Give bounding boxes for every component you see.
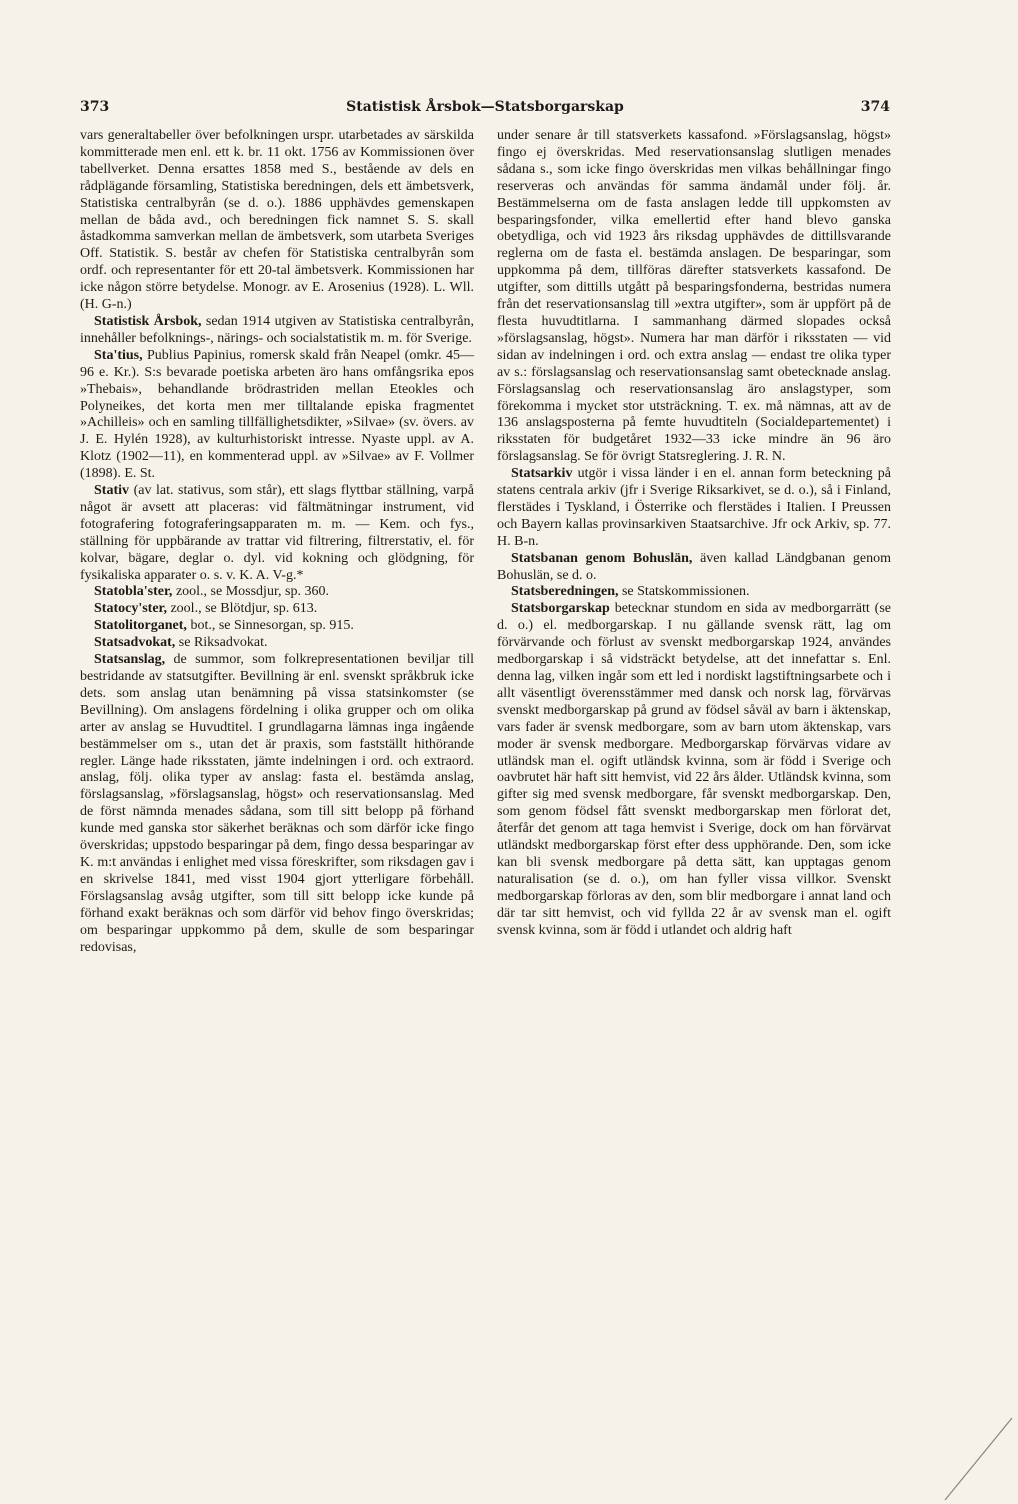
left-page-number: 373 — [80, 99, 110, 115]
entry-statsborgarskap: Statsborgarskap betecknar stundom en sida av medborgarrätt (se d. o.) el. medborgarskap. I nu gällande svensk rätt, lag om förvärvande och förlust av svenskt medborgarskap 1924, användes medborgarskap i så vidsträckt betydelse, att det innefattar s. Enl. denna lag, vilken ingår som ett led i nordiskt lagstiftningsarbete och i allt väsentligt överensstämmer med dansk och norsk lag, förvärvas svenskt medborgarskap på grund av födsel såväl av barn i äktenskap, vars fader är svensk medborgare, som av barn utom äktenskap, vars moder är svensk medborgare. Medborgarskap förvärvas vidare av utländsk man el. ogift utländsk kvinna, som är född i Sverige och oavbrutet här haft sitt hemvist, vid 22 års ålder. Utländsk kvinna, som gifter sig med svensk medborgare, får svenskt medborgarskap. Den, som genom födsel fått svenskt medborgarskap men förlorat det, återfår det genom att taga hemvist i Sverige, dock om han förvärvat utländskt medborgarskap först efter dess upphörande. Den, som icke kan bli svensk medborgare på detta sätt, kan upptagas genom naturalisation (se d. o.), om han fyller vissa villkor. Svenskt medborgarskap förloras av den, som blir medborgare i annat land och där tar sitt hemvist, och vid fyllda 22 år av svensk man el. ogift svensk kvinna, som är född i utlandet och aldrig haft — [497, 601, 892, 938]
entry-statsadvokat: Statsadvokat, se Riksadvokat. — [94, 635, 268, 651]
right-page-number: 374 — [860, 99, 890, 115]
entry-statistiska-beredningen: vars generaltabeller över befolkningen urspr. utarbetades av särskilda kommitterade men enl. ett k. br. 11 okt. 1756 av Kommissionen över tabellverket. Denna ersattes 1858 med S., bestående av dels en rådplägande församling, Statistiska beredningen, dels ett ämbetsverk, Statistiska centralbyrån (se d. o.). 1886 upphävdes gemenskapen mellan de båda avd., och beredningen fick namnet S. S. skall åstadkomma samverkan mellan de ämbetsverk, som utarbeta Sveriges Off. Statistik. S. består av chefen för Statistiska centralbyrån som ordf. och representanter för ett 20-tal ämbetsverk. Kommissionen har icke någon större betydelse. Monogr. av E. Arosenius (1928). L. Wll. (H. G-n.) — [80, 128, 474, 313]
entry-statsberedningen: Statsberedningen, se Statskommissionen. — [511, 584, 750, 600]
entry-statistisk-arsbok: Statistisk Årsbok, sedan 1914 utgiven av Statistiska centralbyrån, innehåller befolknings-, närings- och socialstatistik m. m. för Sverige. — [80, 313, 474, 346]
entry-statocyster: Statocy'ster, zool., se Blötdjur, sp. 613. — [94, 601, 318, 617]
entry-statsanslag-continued: under senare år till statsverkets kassafond. »Förslagsanslag, högst» fingo ej överskridas. Med reservationsanslag slutligen menades sådana s., som icke fingo överskridas men vilkas behållningar fingo reserveras och användas för samma ändamål under följ. år. Bestämmelserna om de fasta anslagen ledde till uppkomsten av besparingsfonder, vilka emellertid efter hand blevo ganska obetydliga, och vid 1923 års riksdag upphävdes de dittillsvarande reglerna om de fasta el. bestämda anslagen. De besparingar, som uppkomma på dem, tillföras därefter statsverkets kassafond. De utgifter, som dittills utgått på besparingsfonderna, bestridas numera från det reservationsanslag till »extra utgifter», som är uppfört på de flesta huvudtitlarna. I sammanhang därmed slopades också »förslagsanslag, högst». Numera har man därför i riksstaten — vid sidan av indelningen i ord. och extra anslag — endast tre olika typer av s.: förslagsanslag och reservationsanslag samt obetecknade anslag. Förslagsanslag och reservationsanslag äro anslagstyper, som förekomma i mycket stor utsträckning. T. ex. må nämnas, att av de 136 anslagsposterna på femte huvudtiteln (Socialdepartementet) i riksstaten för budgetåret 1932—33 icke mindre än 96 äro förslagsanslag. Se för övrigt Statsreglering. J. R. N. — [497, 128, 891, 465]
entry-statolitorganet: Statolitorganet, bot., se Sinnesorgan, sp. 915. — [94, 618, 354, 634]
page-header — [80, 99, 890, 121]
entry-statius: Sta'tius, Publius Papinius, romersk skald från Neapel (omkr. 45—96 e. Kr.). S:s bevarade poetiska arbeten äro hans omfångsrika epos »Thebais», behandlande brödrastriden mellan Eteokles och Polyneikes, det korta men mer tilltalande episka fragmentet »Achilleis» och en samling tillfällighetsdikter, »Silvae» (sv. övers. av J. E. Hylén 1928), av kulturhistoriskt intresse. Nyaste uppl. av A. Klotz (1902—11), en kommenterad uppl. av »Silvae» av F. Vollmer (1898). E. St. — [80, 347, 474, 482]
entry-statsarkiv: Statsarkiv utgör i vissa länder i en el. annan form beteckning på statens centrala arkiv (jfr i Sverige Riksarkivet, se d. o.), så i Finland, flerstädes i Tyskland, i Österrike och flerstädes i Italien. I Preussen och Bayern kallas provinsarkiven Staatsarchive. Jfr ock Arkiv, sp. 77. H. B-n. — [497, 466, 892, 549]
running-title: Statistisk Årsbok—Statsborgarskap — [346, 99, 624, 115]
entry-stativ: Stativ (av lat. stativus, som står), ett slags flyttbar ställning, varpå något är avsett att placeras: vid fältmätningar instrument, vid fotografering fotograferingsapparaten m. m. — Kem. och fys., ställning för uppbärande av trattar vid filtrering, filtrerstativ, el. för kolvar, bägare, deglar o. dyl. vid kokning och glödgning, för fysikaliska apparater o. s. v. K. A. V-g.* — [80, 483, 474, 583]
right-column — [497, 128, 891, 940]
entry-statsbanan: Statsbanan genom Bohuslän, även kallad Ländgbanan genom Bohuslän, se d. o. — [497, 550, 891, 583]
left-column — [80, 128, 474, 956]
entry-statsanslag: Statsanslag, de summor, som folkrepresentationen beviljar till bestridande av statsutgifter. Bevillning är enl. svenskt språkbruk icke dets. som anslag utan benämning på vissa statsinkomster (se Bevillning). Om anslagens fördelning i olika grupper och om olika arter av anslag se Huvudtitel. I grundlagarna lämnas inga ingående bestämmelser om s., utan det är praxis, som fastställt hithörande regler. Länge hade riksstaten, jämte indelningen i ord. och extraord. anslag, följ. olika typer av anslag: fasta el. bestämda anslag, förslagsanslag, »förslagsanslag, högst» och reservationsanslag. Med de först nämnda menades sådana, som till sitt belopp på förhand kunde med ganska stor säkerhet beräknas och som därför icke fingo överskridas; uppstodo besparingar på dem, fingo dessa besparingar av K. m:t användas i enlighet med vissa föreskrifter, som riksdagen gav i en skrivelse 1841, med visst 1904 gjort ytterligare förbehåll. Förslagsanslag avsåg utgifter, som till sitt belopp icke kunde på förhand exakt beräknas och som därför vid behov fingo överskridas; om besparingar uppkommo på dem, skulle de som besparingar redovisas, — [80, 652, 474, 955]
entry-statoblaster: Statobla'ster, zool., se Mossdjur, sp. 360. — [94, 584, 329, 600]
